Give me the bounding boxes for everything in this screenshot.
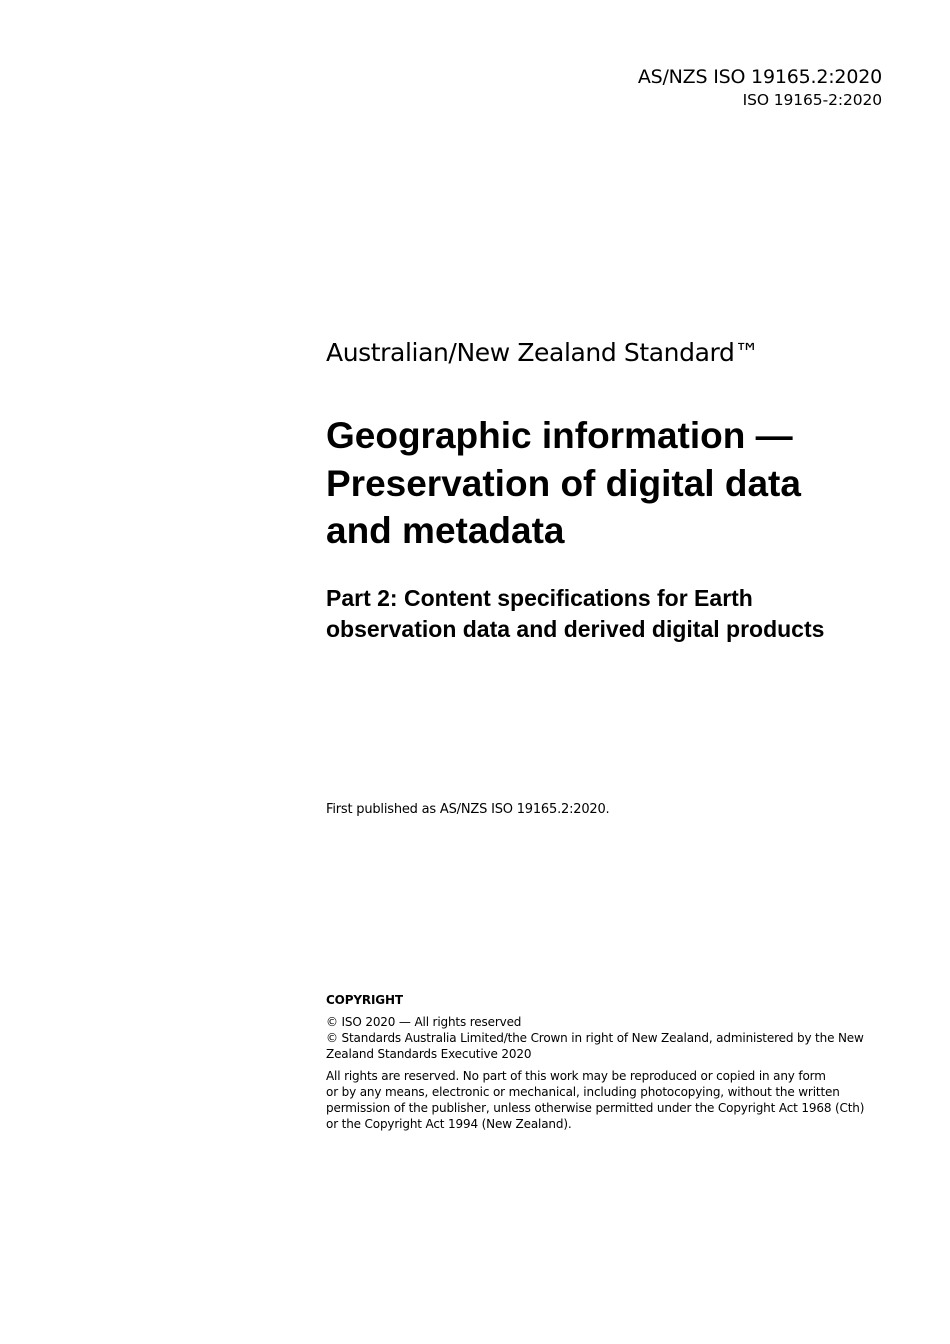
title-line: Preservation of digital data <box>326 462 801 504</box>
rights-line: permission of the publisher, unless otherwise permitted under the Copyright Act 1968 (Cth) <box>326 1101 865 1115</box>
rights-line: or the Copyright Act 1994 (New Zealand). <box>326 1117 572 1131</box>
copyright-notice-line: © Standards Australia Limited/the Crown in right of New Zealand, administered by the New <box>326 1031 864 1045</box>
rights-paragraph <box>326 1068 896 1132</box>
copyright-heading: COPYRIGHT <box>326 993 403 1007</box>
standard-designation <box>638 64 882 110</box>
first-published-note: First published as AS/NZS ISO 19165.2:2020. <box>326 802 610 817</box>
rights-line: or by any means, electronic or mechanical, including photocopying, without the written <box>326 1085 840 1099</box>
standard-number: AS/NZS ISO 19165.2:2020 <box>637 66 882 88</box>
copyright-notice-line: Zealand Standards Executive 2020 <box>326 1047 532 1061</box>
subtitle-line: Part 2: Content specifications for Earth <box>326 585 753 611</box>
standard-type-label: Australian/New Zealand Standard™ <box>326 338 760 367</box>
copyright-block <box>326 992 896 1132</box>
document-subtitle <box>326 583 896 645</box>
subtitle-line: observation data and derived digital products <box>326 616 825 642</box>
title-line: Geographic information — <box>326 415 793 456</box>
rights-line: All rights are reserved. No part of this work may be reproduced or copied in any form <box>326 1069 826 1083</box>
copyright-notice-line: © ISO 2020 — All rights reserved <box>326 1015 522 1029</box>
document-title <box>326 412 886 555</box>
iso-number: ISO 19165-2:2020 <box>742 91 882 109</box>
title-line: and metadata <box>326 510 565 551</box>
